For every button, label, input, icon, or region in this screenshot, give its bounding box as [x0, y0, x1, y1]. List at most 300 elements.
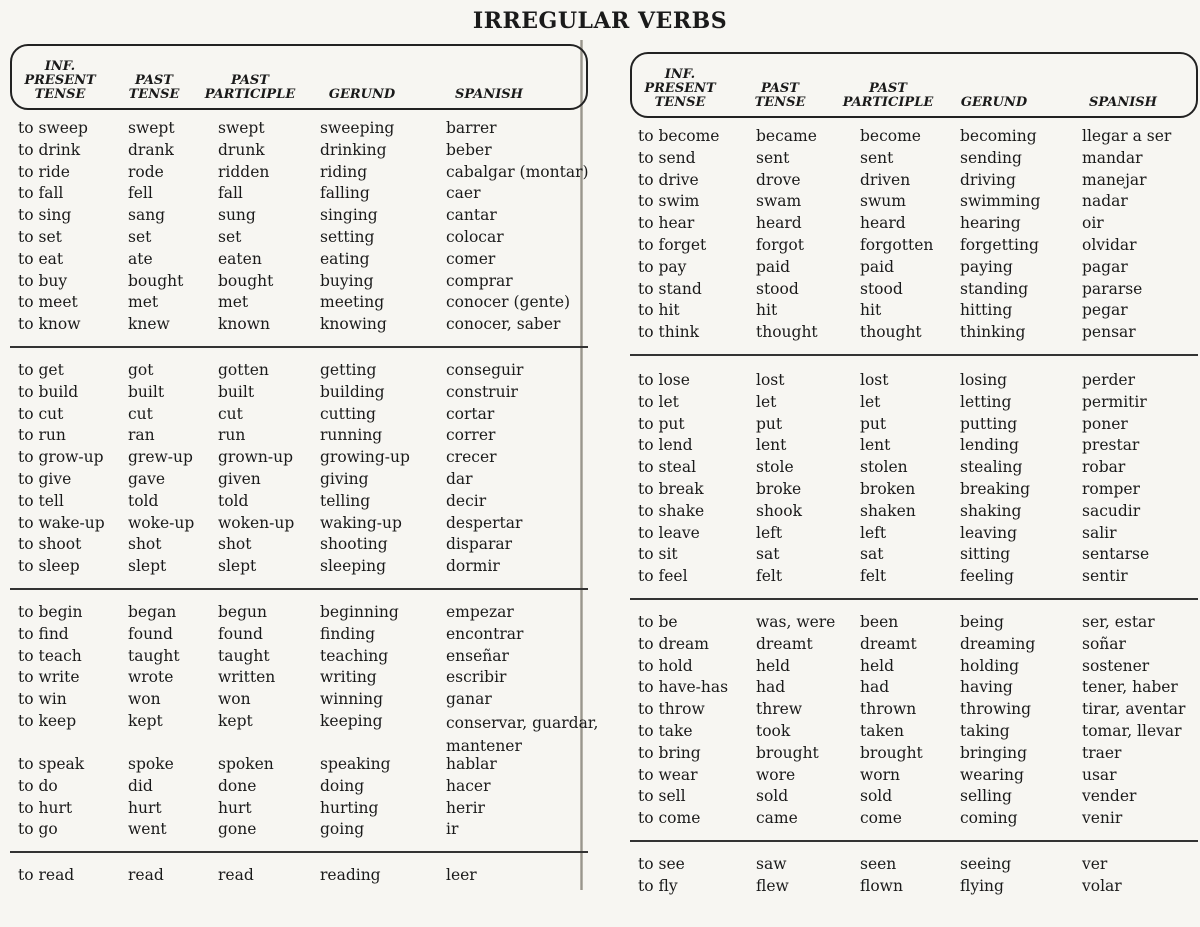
- table-row: [630, 566, 1198, 588]
- spanish-cell: ganar: [446, 690, 492, 709]
- spanish-cell: traer: [1082, 743, 1122, 762]
- spanish-cell: sentir: [1082, 567, 1128, 586]
- spanish-cell: conocer, saber: [446, 315, 561, 334]
- spanish-cell: pagar: [1082, 257, 1128, 276]
- infinitive-cell: to bring: [638, 743, 701, 762]
- table-row: [10, 292, 588, 314]
- past-tense-cell: cut: [128, 404, 153, 423]
- infinitive-cell: to teach: [18, 646, 82, 665]
- table-row: [630, 126, 1198, 148]
- gerund-cell: hurting: [320, 798, 379, 817]
- past-tense-cell: drank: [128, 140, 174, 159]
- past-participle-cell: cut: [218, 404, 243, 423]
- past-tense-cell: read: [128, 866, 164, 885]
- verb-group: [630, 354, 1198, 598]
- table-row: [10, 382, 588, 404]
- infinitive-cell: to tell: [18, 491, 64, 510]
- table-row: [630, 170, 1198, 192]
- infinitive-cell: to break: [638, 479, 704, 498]
- infinitive-cell: to sleep: [18, 557, 80, 576]
- past-tense-cell: sat: [756, 545, 780, 564]
- spanish-cell: colocar: [446, 227, 504, 246]
- spanish-cell: pararse: [1082, 279, 1143, 298]
- past-participle-cell: met: [218, 293, 249, 312]
- infinitive-cell: to hit: [638, 301, 680, 320]
- past-tense-cell: felt: [756, 567, 783, 586]
- spanish-cell: encontrar: [446, 624, 524, 643]
- infinitive-cell: to speak: [18, 754, 85, 773]
- past-tense-cell: forgot: [756, 235, 804, 254]
- past-participle-cell: held: [860, 656, 895, 675]
- gerund-cell: giving: [320, 469, 369, 488]
- past-participle-cell: felt: [860, 567, 887, 586]
- spanish-cell: escribir: [446, 668, 507, 687]
- past-participle-cell: hit: [860, 301, 882, 320]
- past-tense-cell: flew: [756, 876, 789, 895]
- infinitive-cell: to shoot: [18, 535, 82, 554]
- table-row: [630, 699, 1198, 721]
- spanish-cell: cortar: [446, 404, 495, 423]
- spanish-cell: herir: [446, 798, 485, 817]
- gerund-cell: throwing: [960, 700, 1032, 719]
- past-participle-cell: gotten: [218, 360, 269, 379]
- infinitive-cell: to drink: [18, 140, 81, 159]
- gerund-cell: hearing: [960, 214, 1021, 233]
- infinitive-cell: to begin: [18, 602, 83, 621]
- past-participle-cell: thrown: [860, 700, 917, 719]
- infinitive-cell: to give: [18, 469, 72, 488]
- infinitive-cell: to stand: [638, 279, 702, 298]
- table-row: [10, 667, 588, 689]
- spanish-cell: sostener: [1082, 656, 1150, 675]
- past-tense-cell: became: [756, 127, 817, 145]
- table-row: [630, 414, 1198, 436]
- spanish-cell: construir: [446, 382, 518, 401]
- past-participle-cell: told: [218, 491, 249, 510]
- gerund-cell: finding: [320, 624, 376, 643]
- spanish-cell: mandar: [1082, 148, 1143, 167]
- past-tense-cell: hurt: [128, 798, 162, 817]
- infinitive-cell: to buy: [18, 271, 68, 290]
- past-tense-cell: drove: [756, 170, 801, 189]
- table-row: [10, 602, 588, 624]
- gerund-cell: telling: [320, 491, 371, 510]
- past-participle-cell: eaten: [218, 249, 262, 268]
- spanish-cell: permitir: [1082, 392, 1147, 411]
- table-row: [10, 776, 588, 798]
- past-tense-cell: woke-up: [128, 513, 195, 532]
- past-participle-cell: taken: [860, 721, 905, 740]
- spanish-cell: poner: [1082, 414, 1128, 433]
- header-spanish: SPANISH: [1089, 95, 1157, 110]
- gerund-cell: becoming: [960, 127, 1037, 145]
- table-row: [630, 257, 1198, 279]
- table-row: [630, 786, 1198, 808]
- infinitive-cell: to become: [638, 127, 720, 145]
- gerund-cell: flying: [960, 876, 1004, 895]
- spanish-cell: perder: [1082, 370, 1136, 389]
- spanish-cell: hablar: [446, 754, 497, 773]
- table-row: [10, 711, 599, 755]
- gerund-cell: cutting: [320, 404, 376, 423]
- past-participle-cell: brought: [860, 743, 923, 762]
- past-tense-cell: brought: [756, 743, 819, 762]
- past-participle-cell: spoken: [218, 754, 274, 773]
- gerund-cell: thinking: [960, 323, 1026, 342]
- spanish-cell: robar: [1082, 458, 1126, 477]
- table-row: [630, 721, 1198, 743]
- table-row: [630, 656, 1198, 678]
- past-tense-cell: found: [128, 624, 173, 643]
- table-row: [10, 314, 588, 336]
- spanish-cell: volar: [1082, 876, 1122, 895]
- spanish-cell: ser, estar: [1082, 612, 1155, 631]
- infinitive-cell: to shake: [638, 501, 705, 520]
- spanish-cell: tomar, llevar: [1082, 721, 1182, 740]
- table-row: [630, 501, 1198, 523]
- left-table-header: [10, 44, 588, 110]
- gerund-cell: drinking: [320, 140, 387, 159]
- infinitive-cell: to sell: [638, 787, 686, 806]
- past-participle-cell: built: [218, 382, 255, 401]
- table-row: [10, 556, 588, 578]
- spanish-cell: cantar: [446, 206, 497, 225]
- table-row: [630, 148, 1198, 170]
- table-row: [630, 191, 1198, 213]
- past-participle-cell: drunk: [218, 140, 265, 159]
- past-tense-cell: left: [756, 523, 783, 542]
- past-participle-cell: heard: [860, 214, 906, 233]
- gerund-cell: shooting: [320, 535, 388, 554]
- gerund-cell: stealing: [960, 458, 1023, 477]
- gerund-cell: standing: [960, 279, 1029, 298]
- table-row: [630, 392, 1198, 414]
- gerund-cell: going: [320, 820, 365, 839]
- past-participle-cell: sat: [860, 545, 884, 564]
- past-tense-cell: wrote: [128, 668, 174, 687]
- past-tense-cell: ran: [128, 426, 155, 445]
- spanish-cell: conservar, guardar, mantener: [446, 713, 599, 755]
- gerund-cell: shaking: [960, 501, 1022, 520]
- gerund-cell: reading: [320, 866, 381, 885]
- past-participle-cell: paid: [860, 257, 895, 276]
- spanish-cell: crecer: [446, 448, 497, 467]
- past-tense-cell: ate: [128, 249, 153, 268]
- past-participle-cell: slept: [218, 557, 257, 576]
- past-participle-cell: written: [218, 668, 276, 687]
- infinitive-cell: to send: [638, 148, 696, 167]
- past-tense-cell: told: [128, 491, 159, 510]
- infinitive-cell: to pay: [638, 257, 687, 276]
- past-participle-cell: bought: [218, 271, 274, 290]
- past-tense-cell: met: [128, 293, 159, 312]
- past-tense-cell: kept: [128, 711, 163, 730]
- spanish-cell: hacer: [446, 776, 491, 795]
- past-tense-cell: shot: [128, 535, 162, 554]
- table-row: [630, 854, 1198, 876]
- table-row: [10, 271, 588, 293]
- spanish-cell: caer: [446, 184, 481, 203]
- gerund-cell: wearing: [960, 765, 1024, 784]
- past-participle-cell: hurt: [218, 798, 252, 817]
- table-row: [10, 140, 588, 162]
- infinitive-cell: to hold: [638, 656, 693, 675]
- table-row: [10, 689, 588, 711]
- spanish-cell: beber: [446, 140, 492, 159]
- table-row: [10, 865, 588, 887]
- gerund-cell: holding: [960, 656, 1020, 675]
- infinitive-cell: to wake-up: [18, 513, 105, 532]
- past-participle-cell: shaken: [860, 501, 916, 520]
- past-tense-cell: lent: [756, 436, 787, 455]
- infinitive-cell: to lose: [638, 370, 690, 389]
- gerund-cell: building: [320, 382, 385, 401]
- table-row: [10, 227, 588, 249]
- spanish-cell: salir: [1082, 523, 1117, 542]
- verb-group: [10, 346, 588, 588]
- infinitive-cell: to steal: [638, 458, 697, 477]
- past-tense-cell: taught: [128, 646, 180, 665]
- gerund-cell: eating: [320, 249, 370, 268]
- infinitive-cell: to take: [638, 721, 693, 740]
- spanish-cell: barrer: [446, 119, 497, 137]
- spanish-cell: sacudir: [1082, 501, 1141, 520]
- infinitive-cell: to build: [18, 382, 79, 401]
- past-tense-cell: sent: [756, 148, 790, 167]
- past-participle-cell: done: [218, 776, 257, 795]
- table-row: [10, 754, 588, 776]
- infinitive-cell: to be: [638, 612, 678, 631]
- spanish-cell: pensar: [1082, 323, 1136, 342]
- past-tense-cell: spoke: [128, 754, 174, 773]
- table-row: [10, 646, 588, 668]
- verb-group: [630, 118, 1198, 354]
- table-row: [630, 370, 1198, 392]
- infinitive-cell: to hurt: [18, 798, 73, 817]
- table-row: [630, 743, 1198, 765]
- table-row: [10, 404, 588, 426]
- past-tense-cell: dreamt: [756, 634, 813, 653]
- past-participle-cell: seen: [860, 854, 897, 873]
- header-past-participle: PAST PARTICIPLE: [204, 73, 296, 102]
- past-participle-cell: let: [860, 392, 881, 411]
- gerund-cell: taking: [960, 721, 1010, 740]
- right-table: [630, 52, 1198, 898]
- gerund-cell: running: [320, 426, 383, 445]
- spanish-cell: leer: [446, 866, 477, 885]
- spanish-cell: oir: [1082, 214, 1104, 233]
- header-past: PAST TENSE: [754, 81, 806, 110]
- gerund-cell: getting: [320, 360, 377, 379]
- table-row: [630, 808, 1198, 830]
- past-participle-cell: fall: [218, 184, 243, 203]
- table-row: [630, 322, 1198, 344]
- verb-group: [630, 840, 1198, 898]
- spanish-cell: dormir: [446, 557, 500, 576]
- past-tense-cell: put: [756, 414, 783, 433]
- past-tense-cell: bought: [128, 271, 184, 290]
- table-row: [10, 624, 588, 646]
- past-participle-cell: won: [218, 690, 251, 709]
- past-participle-cell: taught: [218, 646, 270, 665]
- gerund-cell: meeting: [320, 293, 385, 312]
- past-participle-cell: had: [860, 678, 890, 697]
- past-tense-cell: did: [128, 776, 153, 795]
- past-participle-cell: read: [218, 866, 254, 885]
- left-table: [10, 44, 599, 887]
- past-participle-cell: forgotten: [860, 235, 934, 254]
- header-past-participle: PAST PARTICIPLE: [842, 81, 934, 110]
- spanish-cell: venir: [1082, 809, 1123, 828]
- past-tense-cell: swam: [756, 192, 802, 211]
- past-participle-cell: found: [218, 624, 263, 643]
- spanish-cell: olvidar: [1082, 235, 1137, 254]
- infinitive-cell: to win: [18, 690, 67, 709]
- past-participle-cell: driven: [860, 170, 911, 189]
- verb-group: [10, 588, 599, 851]
- past-participle-cell: stolen: [860, 458, 908, 477]
- table-row: [630, 479, 1198, 501]
- gerund-cell: sleeping: [320, 557, 387, 576]
- gerund-cell: setting: [320, 227, 375, 246]
- infinitive-cell: to wear: [638, 765, 698, 784]
- spanish-cell: enseñar: [446, 646, 509, 665]
- table-row: [10, 447, 588, 469]
- infinitive-cell: to lend: [638, 436, 693, 455]
- past-participle-cell: known: [218, 315, 270, 334]
- infinitive-cell: to throw: [638, 700, 705, 719]
- spanish-cell: conseguir: [446, 360, 524, 379]
- right-table-body: [630, 118, 1198, 898]
- page-title: IRREGULAR VERBS: [472, 8, 728, 34]
- gerund-cell: having: [960, 678, 1013, 697]
- spanish-cell: vender: [1082, 787, 1137, 806]
- infinitive-cell: to sit: [638, 545, 678, 564]
- infinitive-cell: to see: [638, 854, 685, 873]
- past-tense-cell: sang: [128, 206, 166, 225]
- header-inf: INF. PRESENT TENSE: [644, 67, 716, 110]
- gerund-cell: growing-up: [320, 448, 410, 467]
- gerund-cell: sweeping: [320, 119, 395, 137]
- past-tense-cell: lost: [756, 370, 785, 389]
- past-tense-cell: knew: [128, 315, 170, 334]
- past-participle-cell: sung: [218, 206, 256, 225]
- gerund-cell: dreaming: [960, 634, 1036, 653]
- infinitive-cell: to dream: [638, 634, 709, 653]
- gerund-cell: being: [960, 612, 1004, 631]
- infinitive-cell: to think: [638, 323, 700, 342]
- past-tense-cell: saw: [756, 854, 787, 873]
- table-row: [10, 534, 588, 556]
- infinitive-cell: to go: [18, 820, 58, 839]
- past-tense-cell: swept: [128, 119, 175, 137]
- past-tense-cell: shook: [756, 501, 802, 520]
- past-participle-cell: thought: [860, 323, 922, 342]
- infinitive-cell: to cut: [18, 404, 64, 423]
- infinitive-cell: to leave: [638, 523, 700, 542]
- past-tense-cell: held: [756, 656, 791, 675]
- past-tense-cell: threw: [756, 700, 803, 719]
- right-table-header: [630, 52, 1198, 118]
- gerund-cell: speaking: [320, 754, 391, 773]
- table-row: [630, 435, 1198, 457]
- spanish-cell: decir: [446, 491, 487, 510]
- gerund-cell: putting: [960, 414, 1018, 433]
- spanish-cell: comprar: [446, 271, 513, 290]
- gerund-cell: doing: [320, 776, 365, 795]
- gerund-cell: keeping: [320, 711, 383, 730]
- past-tense-cell: rode: [128, 162, 164, 181]
- infinitive-cell: to meet: [18, 293, 78, 312]
- past-participle-cell: kept: [218, 711, 253, 730]
- infinitive-cell: to write: [18, 668, 80, 687]
- gerund-cell: losing: [960, 370, 1008, 389]
- infinitive-cell: to read: [18, 866, 75, 885]
- past-participle-cell: sold: [860, 787, 893, 806]
- gerund-cell: driving: [960, 170, 1016, 189]
- gerund-cell: bringing: [960, 743, 1028, 762]
- table-row: [10, 249, 588, 271]
- table-row: [630, 677, 1198, 699]
- gerund-cell: lending: [960, 436, 1019, 455]
- past-participle-cell: been: [860, 612, 899, 631]
- gerund-cell: sitting: [960, 545, 1011, 564]
- past-tense-cell: gave: [128, 469, 166, 488]
- past-participle-cell: sent: [860, 148, 894, 167]
- past-tense-cell: let: [756, 392, 777, 411]
- past-participle-cell: stood: [860, 279, 903, 298]
- table-row: [630, 279, 1198, 301]
- spanish-cell: dar: [446, 469, 473, 488]
- infinitive-cell: to run: [18, 426, 66, 445]
- infinitive-cell: to set: [18, 227, 62, 246]
- infinitive-cell: to feel: [638, 567, 688, 586]
- past-tense-cell: began: [128, 602, 177, 621]
- past-tense-cell: built: [128, 382, 165, 401]
- infinitive-cell: to get: [18, 360, 64, 379]
- infinitive-cell: to swim: [638, 192, 700, 211]
- header-spanish: SPANISH: [455, 87, 523, 102]
- past-tense-cell: stole: [756, 458, 794, 477]
- gerund-cell: sending: [960, 148, 1022, 167]
- table-row: [630, 457, 1198, 479]
- table-row: [630, 612, 1198, 634]
- infinitive-cell: to sing: [18, 206, 72, 225]
- gerund-cell: beginning: [320, 602, 399, 621]
- past-participle-cell: come: [860, 809, 902, 828]
- table-row: [630, 213, 1198, 235]
- spanish-cell: comer: [446, 249, 496, 268]
- header-inf: INF. PRESENT TENSE: [24, 59, 96, 102]
- spanish-cell: sentarse: [1082, 545, 1150, 564]
- table-row: [630, 765, 1198, 787]
- spanish-cell: nadar: [1082, 192, 1128, 211]
- past-tense-cell: wore: [756, 765, 796, 784]
- past-tense-cell: broke: [756, 479, 802, 498]
- header-gerund: GERUND: [328, 87, 396, 102]
- spanish-cell: tener, haber: [1082, 678, 1178, 697]
- table-row: [10, 798, 588, 820]
- table-row: [10, 162, 588, 184]
- table-row: [10, 118, 588, 140]
- table-row: [10, 819, 588, 841]
- past-tense-cell: got: [128, 360, 154, 379]
- past-tense-cell: won: [128, 690, 161, 709]
- left-table-body: [10, 110, 599, 887]
- infinitive-cell: to sweep: [18, 119, 88, 137]
- past-participle-cell: ridden: [218, 162, 270, 181]
- past-participle-cell: grown-up: [218, 448, 294, 467]
